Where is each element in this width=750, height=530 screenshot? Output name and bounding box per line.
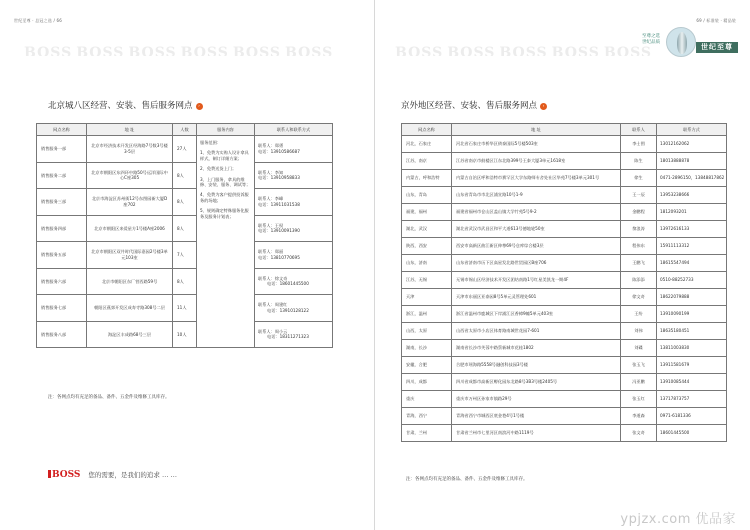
branch-address: 北京市朝阳区东四环中路50号远洋国际中心C座305 xyxy=(87,162,173,189)
outlet-phone: 18615547494 xyxy=(657,255,727,272)
egg-shape-icon xyxy=(677,32,687,54)
brand-tag-badge: 世纪至尊 xyxy=(696,42,738,53)
branch-contact xyxy=(255,136,333,163)
slogan-line: 世纪品质 xyxy=(642,40,660,45)
boss-logo-icon xyxy=(48,470,51,478)
boss-band-word: BOSS xyxy=(128,45,177,56)
branch-name: 销售服务七部 xyxy=(37,295,87,322)
contact-name: 联系人：李峰 xyxy=(258,196,284,202)
outlet-contact-person: 刘伟 xyxy=(621,323,657,340)
outlet-phone: 0471-2896150，13848817862 xyxy=(657,170,727,187)
table-row xyxy=(37,242,333,269)
service-item: 3、上门服务，拿具的维修、安装、服务、调试等； xyxy=(200,176,251,188)
outlet-phone: 13717873757 xyxy=(657,391,727,408)
outlet-phone: 13910085444 xyxy=(657,374,727,391)
boss-band-word: BOSS xyxy=(551,45,600,56)
boss-band-word: BOSS xyxy=(603,45,653,56)
table-row xyxy=(402,408,727,425)
running-head-right: 69 / 标准装 · 精品装 xyxy=(696,18,736,23)
contact-phone: 电话：13910958833 xyxy=(258,175,300,181)
branch-contact xyxy=(255,215,333,242)
branch-contact xyxy=(255,162,333,189)
header-cell: 联系人和联系方式 xyxy=(255,124,333,136)
contact-phone: 电话：13810770695 xyxy=(258,254,300,260)
branch-staff-count: 7人 xyxy=(173,242,197,269)
outlet-city: 山东，青岛 xyxy=(402,187,452,204)
outlet-contact-person: 王纷 xyxy=(621,306,657,323)
branch-name: 销售服务五部 xyxy=(37,242,87,269)
outlet-city: 青海，西宁 xyxy=(402,408,452,425)
outlet-address: 西安市高新区曲江新区伸尊69号仓库综合楼3层 xyxy=(452,238,621,255)
table-row xyxy=(402,272,727,289)
contact-phone: 电话：18311271323 xyxy=(267,334,309,340)
outlet-city: 重庆 xyxy=(402,391,452,408)
outlet-contact-person: 程伟东 xyxy=(621,238,657,255)
branch-staff-count: 11人 xyxy=(173,295,197,322)
outlet-contact-person: 张文奇 xyxy=(621,425,657,442)
outlet-city: 内蒙古，呼和浩特 xyxy=(402,170,452,187)
table-row xyxy=(402,323,727,340)
outlet-phone: 18635180451 xyxy=(657,323,727,340)
outlet-contact-person: 刘碟 xyxy=(621,340,657,357)
outlet-phone: 13953238666 xyxy=(657,187,727,204)
boss-band-word: BOSS xyxy=(232,45,282,56)
outlet-address: 内蒙古自治区呼和浩特市赛罕区大学东路师专舍处社区华苑7号楼3单元301号 xyxy=(452,170,621,187)
branch-name: 销售服务一部 xyxy=(37,136,87,163)
table-row xyxy=(37,162,333,189)
table-row xyxy=(402,289,727,306)
boss-band-word: BOSS xyxy=(285,45,334,56)
contact-name: 联系人：周建红 xyxy=(258,302,288,308)
outlet-city: 浙江，温州 xyxy=(402,306,452,323)
contact-phone: 电话：18601445500 xyxy=(267,281,309,287)
branch-name: 销售服务六部 xyxy=(37,268,87,295)
outlet-phone: 15911113312 xyxy=(657,238,727,255)
right-section-title xyxy=(401,99,547,111)
outlet-address: 山东省青岛市市北区浦宣路10号1-9 xyxy=(452,187,621,204)
outlet-address: 无锡市锡山区经济技术开发区团结南路1号红星美凯龙一期4F xyxy=(452,272,621,289)
outlet-address: 四川省成都市高新区孵化园东北路8号3B3号楼2405号 xyxy=(452,374,621,391)
left-title-text: 北京城八区经营、安装、售后服务网点 xyxy=(48,101,193,111)
service-item: 5、规则确定特殊服务化服务及服务计划表； xyxy=(200,208,249,219)
outlet-city: 四川，成都 xyxy=(402,374,452,391)
outlet-phone: 0971-6181336 xyxy=(657,408,727,425)
branch-name: 销售服务三部 xyxy=(37,189,87,216)
branch-contact xyxy=(255,321,333,348)
outlet-city: 湖南，长沙 xyxy=(402,340,452,357)
outlet-address: 山东省济南市历下区高星发北路世贸园区B座706 xyxy=(452,255,621,272)
header-cell: 地 址 xyxy=(87,124,173,136)
outlet-city: 福建，福州 xyxy=(402,204,452,221)
table-row xyxy=(402,153,727,170)
table-header-row xyxy=(402,124,727,136)
branch-name: 销售服务八部 xyxy=(37,321,87,348)
left-section-title xyxy=(48,99,203,111)
boss-band-word: BOSS xyxy=(447,45,496,56)
boss-band-word: BOSS xyxy=(24,45,73,56)
branch-staff-count: 10人 xyxy=(173,321,197,348)
boss-band-word: BOSS xyxy=(76,45,125,56)
outlet-contact-person: 金鹏程 xyxy=(621,204,657,221)
branch-address: 北京市朝阳区东厂营西路59号 xyxy=(87,268,173,295)
table-row xyxy=(37,215,333,242)
table-row xyxy=(402,221,727,238)
branch-staff-count: 8人 xyxy=(173,162,197,189)
contact-phone: 电话：13910128122 xyxy=(267,307,309,313)
outlet-address: 江苏省南京市鼓楼区江东北路399号王泰大厦3单元1618室 xyxy=(452,153,621,170)
outlet-phone: 0510-88252733 xyxy=(657,272,727,289)
table-row xyxy=(402,306,727,323)
branch-address: 北京市朝阳区双井时代国际嘉园2号楼3单元103室 xyxy=(87,242,173,269)
boss-logo-word: BOSS xyxy=(52,470,81,480)
outlet-phone: 13911581679 xyxy=(657,357,727,374)
outlet-city: 山西，太原 xyxy=(402,323,452,340)
outlet-contact-person: 李道森 xyxy=(621,408,657,425)
service-item: 服务范围： xyxy=(200,140,221,145)
service-item: 1、免费为实购人设计拿具样式，制订详细方案； xyxy=(200,150,249,161)
header-cell: 联系方式 xyxy=(657,124,727,136)
outlet-phone: 13012162062 xyxy=(657,136,727,153)
outlet-city: 山东，济南 xyxy=(402,255,452,272)
outlet-city: 江苏，南京 xyxy=(402,153,452,170)
right-page xyxy=(375,0,750,530)
boss-band-word: BOSS xyxy=(395,45,444,56)
table-row xyxy=(37,295,333,322)
outlet-contact-person: 张玉红 xyxy=(621,391,657,408)
branch-staff-count: 27人 xyxy=(173,136,197,163)
boss-footer-logo xyxy=(48,462,177,481)
branch-address: 北京市经济技术开发区经海路7号数3号楼3-5层 xyxy=(87,136,173,163)
branch-address: 朝阳区燕郊开发区成寿寺路308号二层 xyxy=(87,295,173,322)
table-row xyxy=(402,374,727,391)
boss-band-left xyxy=(24,42,360,56)
outlet-address: 山西省太原市小店区体育路南城世花园7-601 xyxy=(452,323,621,340)
table-row xyxy=(37,321,333,348)
outlet-contact-person: 徐文奇 xyxy=(621,289,657,306)
outlet-phone: 1812093201 xyxy=(657,204,727,221)
branch-name: 销售服务四部 xyxy=(37,215,87,242)
outlet-phone: 18013888878 xyxy=(657,153,727,170)
outlet-contact-person: 王一辰 xyxy=(621,187,657,204)
outlet-city: 安徽，合肥 xyxy=(402,357,452,374)
title-bullet-icon: › xyxy=(196,103,203,110)
table-row xyxy=(402,204,727,221)
branch-staff-count: 8人 xyxy=(173,189,197,216)
boss-footer-tagline: 您的需要，是我们的追求 … … xyxy=(88,471,178,479)
branch-address: 北京市海淀区苏州街12号东图园新大厦D座702 xyxy=(87,189,173,216)
outlet-city: 湖北，武汉 xyxy=(402,221,452,238)
outlet-address: 青海省西宁市城西区底金巷4号1号楼 xyxy=(452,408,621,425)
beijing-service-table xyxy=(36,123,333,348)
running-head-left: 世纪至尊 · 总冠之选 / 66 xyxy=(14,18,62,23)
boss-band-word: BOSS xyxy=(180,45,229,56)
contact-phone: 电话：13911031538 xyxy=(258,201,300,207)
right-title-text: 京外地区经营、安装、售后服务网点 xyxy=(401,101,538,111)
brand-slogan xyxy=(642,34,660,46)
branch-staff-count: 8人 xyxy=(173,268,197,295)
service-content-cell xyxy=(197,136,255,348)
table-row xyxy=(402,187,727,204)
title-bullet-icon: › xyxy=(540,103,547,110)
outlet-address: 浙江省温州市鹿城区下岸浦江区香樟9幢5单元403室 xyxy=(452,306,621,323)
contact-phone: 电话：13910586687 xyxy=(258,148,300,154)
egg-building-logo-icon xyxy=(666,27,696,57)
outlet-contact-person: 王鹏飞 xyxy=(621,255,657,272)
header-cell: 网点名称 xyxy=(37,124,87,136)
left-inventory-note: 注：各网点均有充足的备品、备件、五金件及维修工具库存。 xyxy=(48,395,170,400)
outlet-address: 湖北省武汉市武昌区和平大道613号德地轮50室 xyxy=(452,221,621,238)
slogan-line: 至尊之选 xyxy=(642,34,660,39)
contact-name: 联系人：李知 xyxy=(258,169,284,175)
branch-address: 北京市朝阳区来爱星方1号楼A座2006 xyxy=(87,215,173,242)
header-cell: 联系人 xyxy=(621,124,657,136)
outlet-address: 甘肃省兰州市七里河区南滨河中路1119号 xyxy=(452,425,621,442)
branch-contact xyxy=(255,189,333,216)
outlet-address: 重庆市万州区孙家市镇路29号 xyxy=(452,391,621,408)
branch-contact xyxy=(255,268,333,295)
contact-name: 联系人：周小云 xyxy=(258,328,288,334)
outside-beijing-service-table xyxy=(401,123,727,442)
outlet-city: 河北，石家庄 xyxy=(402,136,452,153)
outlet-contact-person: 徐生 xyxy=(621,170,657,187)
outlet-phone: 13811003830 xyxy=(657,340,727,357)
branch-name: 销售服务二部 xyxy=(37,162,87,189)
table-row xyxy=(37,189,333,216)
table-row xyxy=(402,391,727,408)
outlet-address: 天津市东丽区亚泰园8号5单元灵管理处601 xyxy=(452,289,621,306)
table-row xyxy=(402,425,727,442)
outlet-city: 陕西，西安 xyxy=(402,238,452,255)
branch-contact xyxy=(255,242,333,269)
outlet-contact-person: 张玉飞 xyxy=(621,357,657,374)
right-inventory-note: 注：各网点均有充足的备品、备件、五金件及维修工具库存。 xyxy=(406,477,528,482)
outlet-phone: 13910090199 xyxy=(657,306,727,323)
outlet-contact-person: 黎浪涛 xyxy=(621,221,657,238)
boss-band-word: BOSS xyxy=(499,45,548,56)
contact-name: 联系人：王权 xyxy=(258,222,284,228)
table-header-row xyxy=(37,124,333,136)
outlet-address: 湖南省长沙市芙蓉中路蔡新城市花桂1802 xyxy=(452,340,621,357)
outlet-phone: 18622079888 xyxy=(657,289,727,306)
table-row xyxy=(37,268,333,295)
outlet-city: 甘肃，兰州 xyxy=(402,425,452,442)
service-item: 4、免费为客户提供投诉服务的场地； xyxy=(200,192,249,203)
outlet-contact-person: 陈添添 xyxy=(621,272,657,289)
site-watermark: ypjzx.com 优品家 xyxy=(620,512,736,527)
outlet-address: 合肥市瑶海路5558号融创科技园3号楼 xyxy=(452,357,621,374)
contact-name: 联系人：徐文奇 xyxy=(258,275,288,281)
outlet-address: 河北省石家庄市桥华区债泰国际5号楼503室 xyxy=(452,136,621,153)
branch-contact xyxy=(255,295,333,322)
service-item: 2、免费送货上门； xyxy=(200,166,237,172)
header-cell: 服务内容 xyxy=(197,124,255,136)
outlet-city: 江苏，无锡 xyxy=(402,272,452,289)
outlet-contact-person: 陈生 xyxy=(621,153,657,170)
table-row xyxy=(402,357,727,374)
table-row xyxy=(37,136,333,163)
header-cell: 网点名称 xyxy=(402,124,452,136)
outlet-address: 福建省福州市仓山区盖山镇大学竹苑5号9-2 xyxy=(452,204,621,221)
table-row xyxy=(402,238,727,255)
branch-address: 海淀区丰成路68号三层 xyxy=(87,321,173,348)
branch-staff-count: 8人 xyxy=(173,215,197,242)
contact-name: 联系人：郑勇 xyxy=(258,143,284,149)
contact-name: 联系人：郑丽 xyxy=(258,249,284,255)
contact-phone: 电话：13910091390 xyxy=(258,228,300,234)
outlet-city: 天津 xyxy=(402,289,452,306)
table-row xyxy=(402,340,727,357)
outlet-contact-person: 冯亚鹏 xyxy=(621,374,657,391)
table-row xyxy=(402,136,727,153)
outlet-phone: 18601445500 xyxy=(657,425,727,442)
header-cell: 人数 xyxy=(173,124,197,136)
boss-band-right xyxy=(395,42,665,56)
table-row xyxy=(402,255,727,272)
table-row xyxy=(402,170,727,187)
outlet-phone: 13972616133 xyxy=(657,221,727,238)
outlet-contact-person: 李士图 xyxy=(621,136,657,153)
header-cell: 地 址 xyxy=(452,124,621,136)
